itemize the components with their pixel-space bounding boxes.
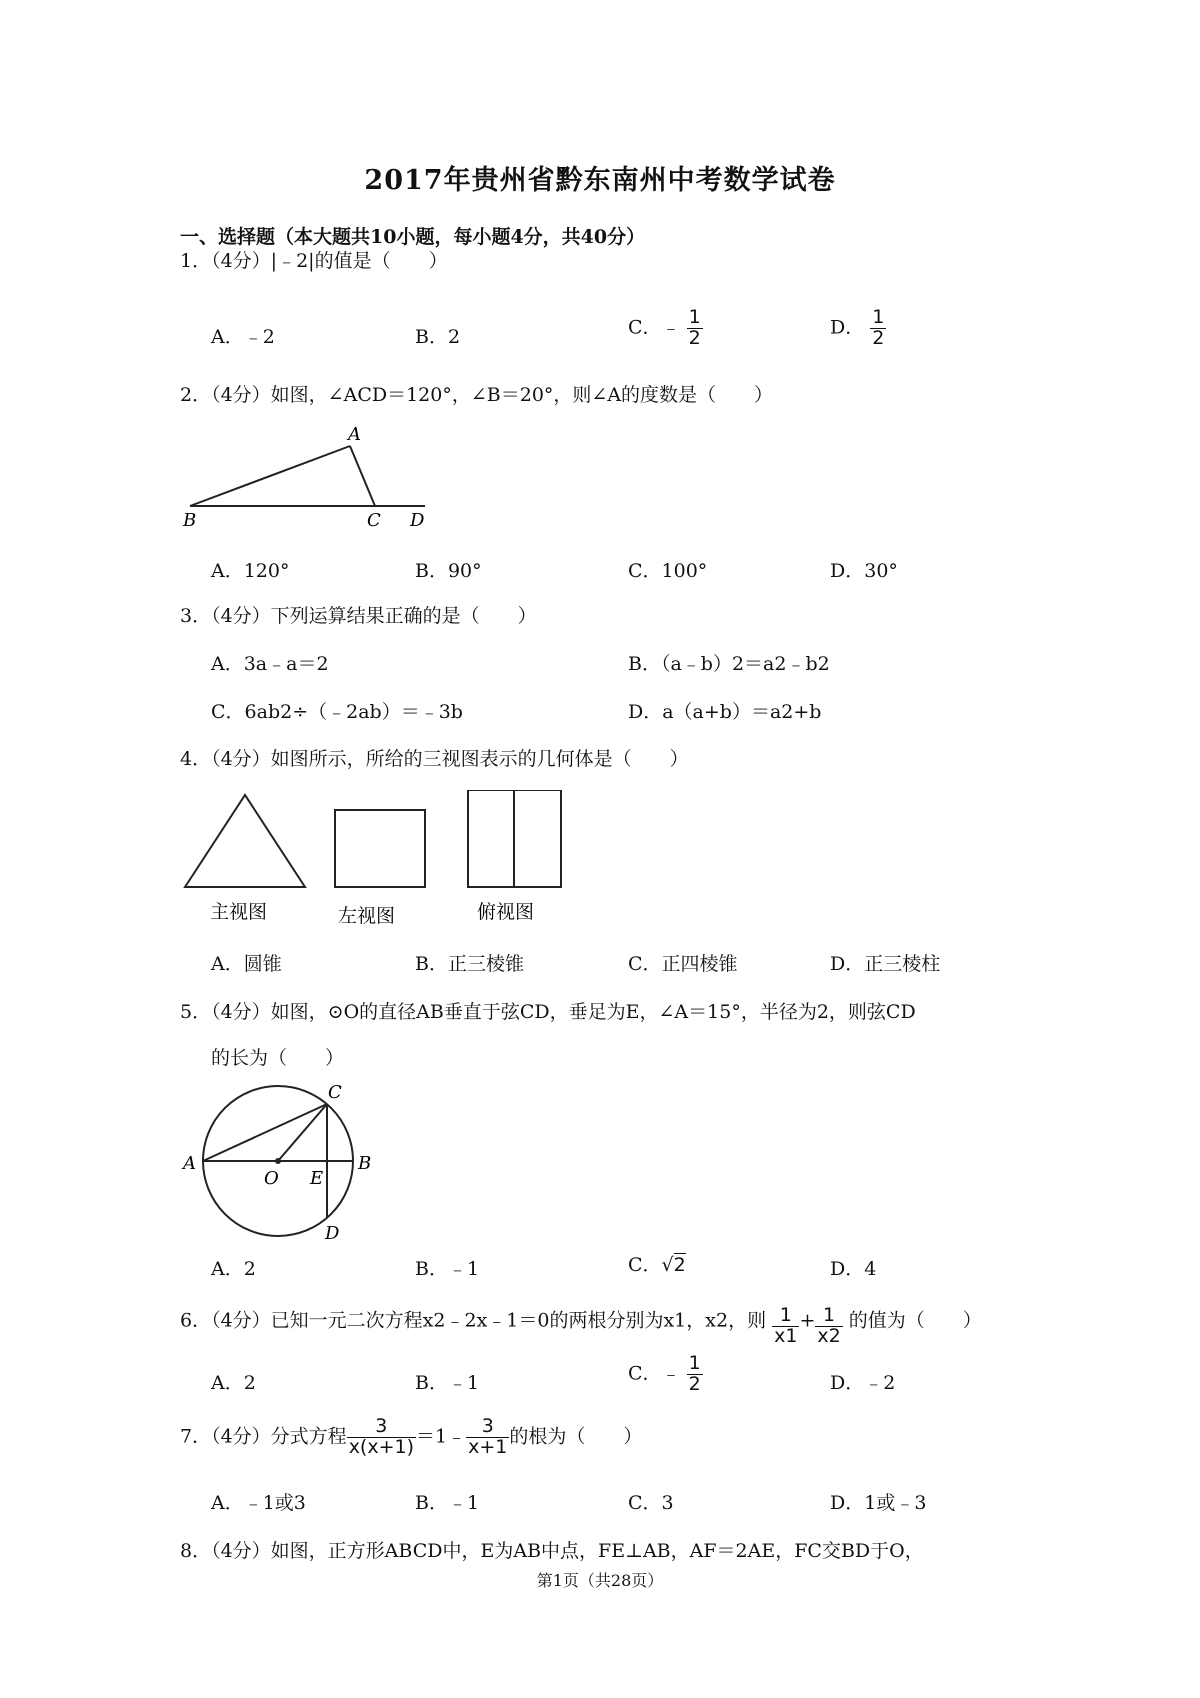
q6-stem-after: 的值为（ ） [848, 1309, 982, 1332]
fraction-numerator: 1 [815, 1306, 842, 1327]
question-5-stem-line2: 的长为（ ） [211, 1047, 345, 1069]
question-3-stem: 3．（4分）下列运算结果正确的是（ ） [180, 605, 537, 627]
q4-option-d: D．正三棱柱 [830, 953, 941, 975]
q6-option-b: B．﹣1 [415, 1372, 480, 1394]
q7-option-a: A．﹣1或3 [211, 1492, 306, 1514]
q5-label-b: B [358, 1153, 372, 1174]
q5-option-b: B．﹣1 [415, 1258, 480, 1280]
q7-fraction-1 [347, 1417, 416, 1458]
fraction-denominator: x2 [817, 1324, 841, 1347]
sqrt-radicand: 2 [673, 1254, 686, 1276]
q6-option-c-fraction [687, 1354, 703, 1395]
fraction-numerator: 1 [872, 306, 885, 328]
q7-stem-before: 7．（4分）分式方程 [180, 1425, 347, 1448]
q1-option-c-prefix: C．﹣ [628, 316, 681, 339]
q7-middle: ＝1﹣ [416, 1425, 467, 1448]
fraction-denominator: 2 [688, 326, 701, 349]
page-footer: 第1页（共28页） [536, 1571, 664, 1590]
q6-option-a: A．2 [211, 1372, 256, 1394]
q2-option-b: B．90° [415, 560, 482, 582]
q4-option-b: B．正三棱锥 [415, 953, 524, 975]
q5-option-c [628, 1250, 686, 1277]
q2-option-c: C．100° [628, 560, 708, 582]
q7-stem-after: 的根为（ ） [509, 1425, 643, 1448]
q2-label-b: B [183, 510, 197, 530]
fraction-numerator: 3 [347, 1417, 416, 1438]
q7-option-d: D．1或﹣3 [830, 1492, 927, 1514]
q5-label-c: C [328, 1082, 342, 1103]
q6-option-d: D．﹣2 [830, 1372, 896, 1394]
fraction-denominator: 2 [872, 326, 885, 349]
fraction-denominator: 2 [688, 1372, 701, 1395]
q3-option-a: A．3a﹣a＝2 [211, 653, 329, 675]
view-label-front: 主视图 [210, 901, 268, 923]
question-4-stem: 4．（4分）如图所示，所给的三视图表示的几何体是（ ） [180, 748, 689, 770]
q2-label-a: A [348, 424, 361, 445]
q3-option-c: C．6ab2÷（﹣2ab）＝﹣3b [211, 701, 463, 723]
q3-option-d: D．a（a+b）＝a2+b [628, 701, 822, 723]
q5-option-c-prefix: C． [628, 1254, 662, 1276]
q2-triangle-figure [180, 418, 440, 530]
fraction-numerator: 3 [466, 1417, 509, 1438]
fraction-denominator: x1 [774, 1324, 798, 1347]
view-label-side: 左视图 [338, 905, 396, 927]
q2-option-a: A．120° [211, 560, 290, 582]
page-title: 2017年贵州省黔东南州中考数学试卷 [364, 165, 836, 196]
q7-fraction-2 [466, 1417, 509, 1458]
fraction-denominator: x(x+1) [348, 1435, 415, 1458]
q4-option-c: C．正四棱锥 [628, 953, 738, 975]
front-view-triangle [185, 795, 305, 887]
q1-option-d-fraction [870, 308, 886, 349]
view-label-top: 俯视图 [477, 901, 535, 923]
fraction-denominator: x+1 [468, 1435, 508, 1458]
q5-option-d: D．4 [830, 1258, 877, 1280]
q4-option-a: A．圆锥 [211, 953, 282, 975]
q1-option-b: B．2 [415, 326, 461, 348]
question-7-stem [180, 1417, 642, 1458]
q7-option-b: B．﹣1 [415, 1492, 480, 1514]
q1-option-c-fraction [687, 308, 703, 349]
q3-option-b: B．（a﹣b）2＝a2﹣b2 [628, 653, 830, 675]
section-heading: 一、选择题（本大题共10小题，每小题4分，共40分） [180, 226, 646, 248]
question-6-stem [180, 1296, 982, 1347]
q7-option-c: C．3 [628, 1492, 674, 1514]
q1-option-d [830, 308, 886, 349]
q5-circle-figure [180, 1076, 380, 1246]
q6-option-c-prefix: C．﹣ [628, 1362, 681, 1385]
question-8-stem: 8．（4分）如图，正方形ABCD中，E为AB中点，FE⊥AB，AF＝2AE，FC交BD于O， [180, 1540, 924, 1562]
q5-label-o: O [264, 1168, 279, 1189]
q5-label-a: A [183, 1153, 196, 1174]
fraction-numerator: 1 [772, 1306, 799, 1327]
q4-three-views-figure [180, 790, 580, 935]
q1-option-a: A．﹣2 [211, 326, 275, 348]
q2-option-d: D．30° [830, 560, 898, 582]
question-1-stem: 1．（4分）|﹣2|的值是（ ） [180, 250, 448, 272]
fraction-numerator: 1 [688, 306, 701, 328]
q1-option-d-prefix: D． [830, 316, 865, 339]
q6-plus: + [799, 1309, 816, 1332]
q6-stem-before: 6．（4分）已知一元二次方程x2﹣2x﹣1＝0的两根分别为x1，x2，则 [180, 1309, 767, 1332]
q5-label-d: D [325, 1223, 340, 1244]
q2-label-c: C [367, 510, 381, 530]
q6-fraction-2 [815, 1306, 842, 1347]
q5-option-a: A．2 [211, 1258, 256, 1280]
side-view-square [335, 810, 425, 887]
q2-label-d: D [410, 510, 425, 530]
q6-fraction-1 [772, 1306, 799, 1347]
sqrt-sign: √ [661, 1254, 674, 1276]
question-2-stem: 2．（4分）如图，∠ACD＝120°，∠B＝20°，则∠A的度数是（ ） [180, 384, 774, 406]
q5-label-e: E [310, 1168, 324, 1189]
q6-option-c [628, 1354, 703, 1395]
question-5-stem-line1: 5．（4分）如图，⊙O的直径AB垂直于弦CD，垂足为E，∠A＝15°，半径为2，则弦CD [180, 1001, 916, 1023]
q1-option-c [628, 308, 703, 349]
fraction-numerator: 1 [688, 1352, 701, 1374]
